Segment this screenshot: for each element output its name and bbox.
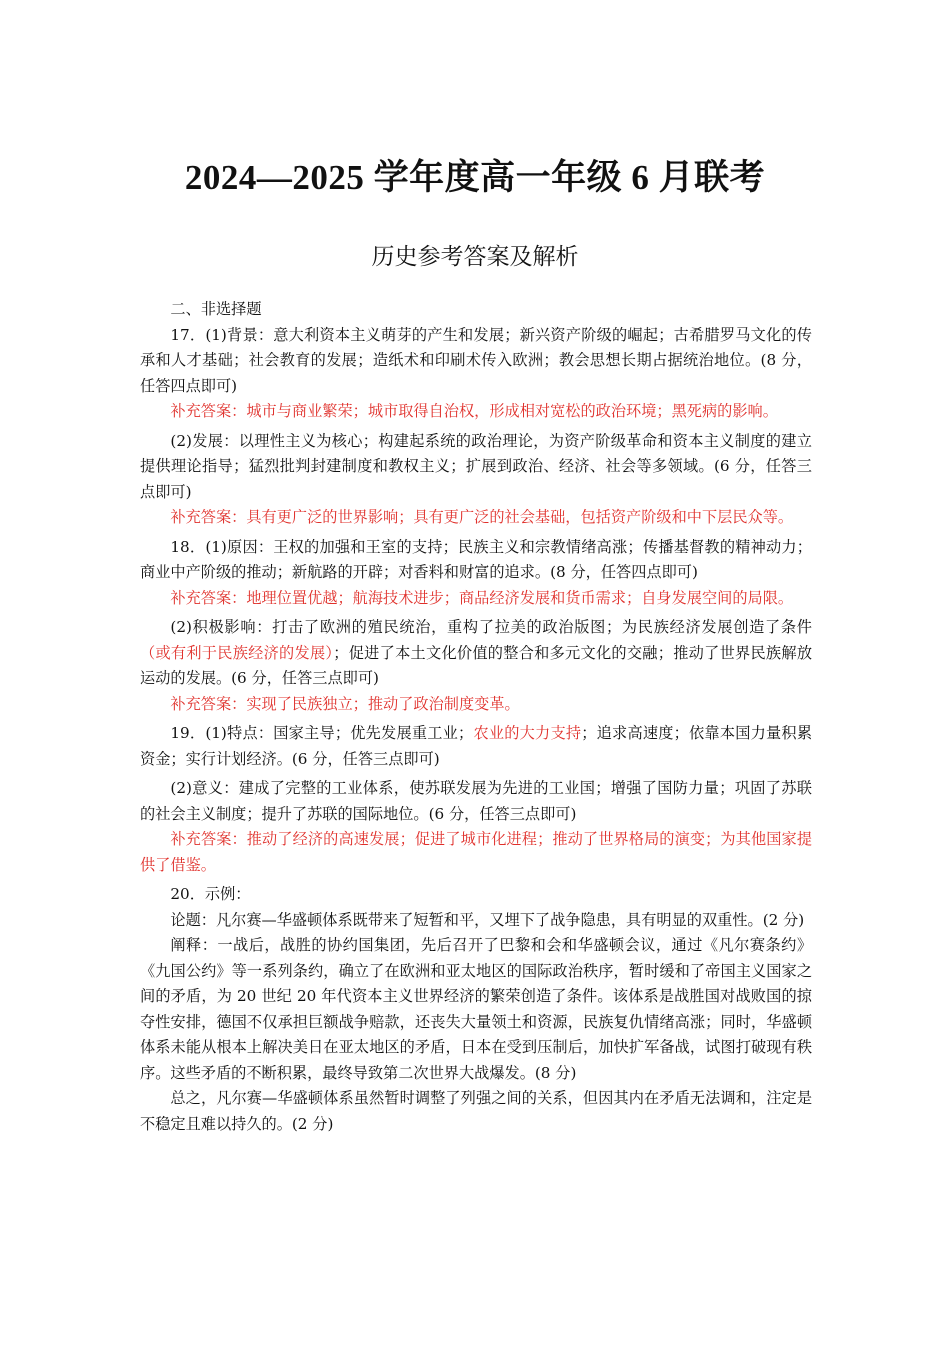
q17-supplement-1: 补充答案：城市与商业繁荣；城市取得自治权，形成相对宽松的政治环境；黑死病的影响。 [170,402,778,420]
section-heading: 二、非选择题 [170,300,262,318]
q18-part1: 18．(1)原因：王权的加强和王室的支持；民族主义和宗教情绪高涨；传播基督教的精神动力；商业中产阶级的推动；新航路的开辟；对香料和财富的追求。(8 分，任答四点即可) [140,537,812,581]
q17-part2: (2)发展：以理性主义为核心；构建起系统的政治理论，为资产阶级革命和资本主义制度的建立提供理论指导；猛烈批判封建制度和教权主义；扩展到政治、经济、社会等多领域。(6 分，任答三点即可) [140,431,812,501]
q19-part1-red-note: 农业的大力支持 [473,724,582,742]
q20-thesis: 论题：凡尔赛—华盛顿体系既带来了短暂和平，又埋下了战争隐患，具有明显的双重性。(2 分) [170,910,805,929]
q18-supplement-2: 补充答案：实现了民族独立；推动了政治制度变革。 [170,694,520,713]
page-subtitle: 历史参考答案及解析 [371,244,579,270]
q18-part2-text-a: (2)积极影响：打击了欧洲的殖民统治，重构了拉美的政治版图；为民族经济发展创造了条件 [170,618,812,636]
q18-supplement-1: 补充答案：地理位置优越；航海技术进步；商品经济发展和货币需求；自身发展空间的局限。 [170,588,794,607]
page-title: 2024—2025 学年度高一年级 6 月联考 [184,158,766,197]
q20-argument: 阐释：一战后，战胜的协约国集团，先后召开了巴黎和会和华盛顿会议，通过《凡尔赛条约》《九国公约》等一系列条约，确立了在欧洲和亚太地区的国际政治秩序，暂时缓和了帝国主义国家之间的矛盾，为 20 世纪 20 年代资本主义世界经济的繁荣创造了条件。该体系是战胜国对战败国的掠夺性安排，德国不仅承担巨额战争赔款，还丧失大量领土和资源，民族复仇情绪高涨；同时，华盛顿体系未能从根本上解决美日在亚太地区的矛盾，日本在受到压制后，加快扩军备战，试图打破现有秩序。这些矛盾的不断积累，最终导致第二次世界大战爆发。(8 分) [140,936,812,1082]
q18-part2 [140,615,812,692]
q19-part1-text-a: 19．(1)特点：国家主导；优先发展重工业； [170,724,474,742]
q19-supplement-2: 补充答案：推动了经济的高速发展；促进了城市化进程；推动了世界格局的演变；为其他国家提供了借鉴。 [140,830,812,874]
q18-part2-text-b: ；促进了本土文化价值的整合和多元文化的交融；推动了世界民族解放运动的发展。(6 分，任答三点即可) [140,643,813,687]
q18-part2-red-note: （或有利于民族经济的发展） [140,643,334,662]
q19-part1-text-b: ；追求高速度；依靠本国力量积累资金；实行计划经济。(6 分，任答三点即可) [140,724,813,768]
q19-part2: (2)意义：建成了完整的工业体系，使苏联发展为先进的工业国；增强了国防力量；巩固了苏联的社会主义制度；提升了苏联的国际地位。(6 分，任答三点即可) [140,779,812,823]
q17-part1: 17．(1)背景：意大利资本主义萌芽的产生和发展；新兴资产阶级的崛起；古希腊罗马文化的传承和人才基础；社会教育的发展；造纸术和印刷术传入欧洲；教会思想长期占据统治地位。(8 分，任答四点即可) [140,325,812,395]
q20-conclusion: 总之，凡尔赛—华盛顿体系虽然暂时调整了列强之间的关系，但因其内在矛盾无法调和，注定是不稳定且难以持久的。(2 分) [140,1089,812,1133]
q20-intro: 20．示例： [170,885,251,903]
q19-part1 [140,721,812,772]
q17-supplement-2: 补充答案：具有更广泛的世界影响；具有更广泛的社会基础，包括资产阶级和中下层民众等。 [170,508,794,526]
document-body [140,297,812,1137]
